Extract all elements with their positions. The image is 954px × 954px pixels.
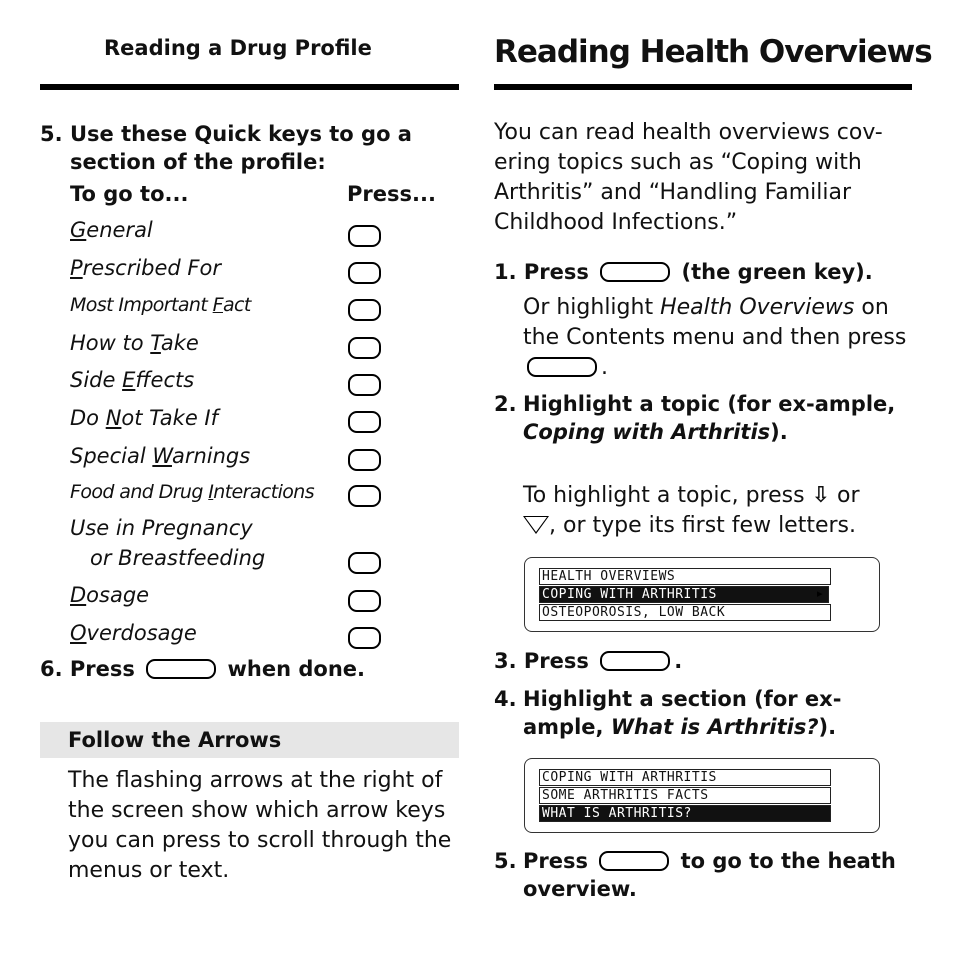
lcd-line: SOME ARTHRITIS FACTS [539, 787, 831, 804]
step-5-number: 5. [40, 122, 63, 146]
step-1-press-label: Press [523, 260, 589, 284]
quick-key-label [70, 294, 251, 316]
quick-key-shortcut-letter: I [208, 481, 214, 503]
step-2-body-text-a: To highlight a topic, press [523, 483, 805, 508]
step-2-body-text-b: or [837, 483, 860, 508]
quick-key-label [70, 256, 221, 280]
quick-key-label-text: osage [86, 583, 150, 607]
step-1-body-text-c: . [601, 355, 608, 380]
quick-key-label [70, 406, 218, 430]
quick-key-shortcut-letter: D [70, 583, 87, 607]
page-title: Reading Health Overviews [494, 34, 932, 70]
step-3-press-label: Press [523, 649, 589, 673]
quick-key-label [70, 331, 199, 355]
quick-key-label-text: arnings [171, 444, 251, 468]
quick-key-label-text: Food and Drug [70, 481, 209, 503]
quick-key-shortcut-letter: F [212, 294, 223, 316]
step-5-right-instruction [494, 847, 904, 903]
quick-key-label-text: rescribed For [82, 256, 221, 280]
quick-key-button-icon [348, 299, 381, 321]
step-2-text-a: Highlight a topic (for ex-ample, [523, 392, 896, 416]
quick-key-button-icon [348, 411, 381, 433]
quick-key-label [70, 583, 149, 607]
step-1-instruction [494, 258, 904, 286]
column-heading-press: Press... [347, 182, 436, 206]
left-header-rule [40, 84, 459, 90]
quick-key-label [70, 444, 250, 468]
quick-key-button-icon [348, 337, 381, 359]
step-5-press-label: Press [523, 849, 588, 873]
quick-key-shortcut-letter: T [150, 331, 161, 355]
quick-key-label [70, 516, 253, 540]
quick-key-shortcut-letter: O [70, 621, 87, 645]
lcd-scroll-arrow-icon: ▸ [817, 587, 823, 600]
intro-paragraph: You can read health overviews cov-ering topics such as “Coping with Arthritis” and “Handling Familiar Childhood Infections.” [494, 120, 883, 235]
quick-key-label [70, 218, 153, 242]
step-1-body [523, 293, 913, 383]
quick-key-label-text: Most Important [70, 294, 213, 316]
column-heading-goto: To go to... [70, 182, 189, 206]
quick-key-label-text: ot Take If [121, 406, 219, 430]
step-6-number: 6. [40, 657, 63, 681]
tip-body: The flashing arrows at the right of the screen show which arrow keys you can press to scroll through the menus or text. [68, 768, 452, 883]
enter-key-icon [599, 851, 669, 871]
quick-key-button-icon [348, 552, 381, 574]
step-4-instruction [494, 685, 904, 741]
step-6-done-label: when done. [227, 657, 366, 681]
step-5-tail-text: to go to the heath overview. [523, 849, 896, 901]
quick-key-label-text: Side [70, 368, 123, 392]
step-5-instruction [40, 120, 460, 176]
quick-key-button-icon [348, 627, 381, 649]
quick-key-label-text: ffects [135, 368, 195, 392]
step-2-instruction [494, 390, 904, 446]
quick-key-shortcut-letter: G [70, 218, 87, 242]
quick-key-button-icon [348, 225, 381, 247]
quick-key-button-icon [348, 262, 381, 284]
step-4-text-a: Highlight a section (for ex-ample, [523, 687, 842, 739]
step-3-period: . [674, 649, 683, 673]
right-header-rule [494, 84, 912, 90]
quick-key-label [70, 368, 194, 392]
quick-key-button-icon [348, 374, 381, 396]
quick-key-label-text: Do [70, 406, 106, 430]
quick-key-label [70, 546, 265, 570]
enter-key-icon [600, 651, 670, 671]
green-key-icon [600, 262, 670, 282]
quick-key-label [70, 621, 197, 645]
down-triangle-key-icon [523, 516, 549, 534]
step-5-right-number: 5. [494, 849, 517, 873]
quick-key-label-text: act [222, 294, 251, 316]
lcd-line: OSTEOPOROSIS, LOW BACK [539, 604, 831, 621]
step-2-body-text-c: , or type its first few letters. [549, 513, 857, 538]
quick-key-shortcut-letter: N [105, 406, 122, 430]
quick-key-label-text: or Breastfeeding [70, 546, 266, 570]
step-4-text-b: ). [818, 715, 837, 739]
quick-key-label-text: nteractions [213, 481, 315, 503]
quick-key-label [70, 481, 314, 503]
step-1-body-text-b: on the Contents menu and then press [523, 295, 907, 350]
quick-key-button-icon [348, 449, 381, 471]
lcd-line: COPING WITH ARTHRITIS [539, 769, 831, 786]
lcd-screen-sections [524, 758, 880, 833]
step-2-body [523, 481, 913, 541]
quick-key-label-text: How to [70, 331, 151, 355]
lcd-line: HEALTH OVERVIEWS [539, 568, 831, 585]
quick-key-label-text: Special [70, 444, 153, 468]
step-5-text: Use these Quick keys to go a section of the profile: [70, 122, 412, 174]
step-1-number: 1. [494, 260, 517, 284]
quick-key-button-icon [348, 485, 381, 507]
step-6-press-label: Press [69, 657, 135, 681]
step-2-number: 2. [494, 392, 517, 416]
quick-key-button-icon [348, 590, 381, 612]
quick-key-shortcut-letter: P [70, 256, 83, 280]
left-page-header: Reading a Drug Profile [104, 36, 372, 60]
lcd-line-highlighted: WHAT IS ARTHRITIS? [539, 805, 831, 822]
step-1-body-emphasis: Health Overviews [660, 295, 855, 320]
lcd-screen-topics [524, 557, 880, 632]
step-4-emphasis: What is Arthritis? [610, 715, 819, 739]
step-4-number: 4. [494, 687, 517, 711]
step-2-text-b: ). [770, 420, 788, 444]
quick-key-shortcut-letter: E [122, 368, 136, 392]
step-1-body-text-a: Or highlight [523, 295, 661, 320]
quick-key-shortcut-letter: W [152, 444, 172, 468]
enter-key-icon [527, 357, 597, 377]
quick-key-label-text: Use in Pregnancy [70, 516, 253, 540]
quick-key-label-text: verdosage [86, 621, 197, 645]
down-arrow-icon: ⇩ [811, 483, 831, 508]
quick-key-label-text: ake [160, 331, 199, 355]
step-3-number: 3. [494, 649, 517, 673]
step-2-emphasis: Coping with Arthritis [523, 420, 771, 444]
step-6-instruction [40, 655, 365, 683]
quick-key-label-text: eneral [86, 218, 153, 242]
done-key-icon [146, 659, 216, 679]
step-3-instruction [494, 647, 904, 675]
step-1-key-note: (the green key). [681, 260, 873, 284]
tip-title: Follow the Arrows [68, 728, 282, 752]
lcd-line-highlighted: COPING WITH ARTHRITIS [539, 586, 829, 603]
